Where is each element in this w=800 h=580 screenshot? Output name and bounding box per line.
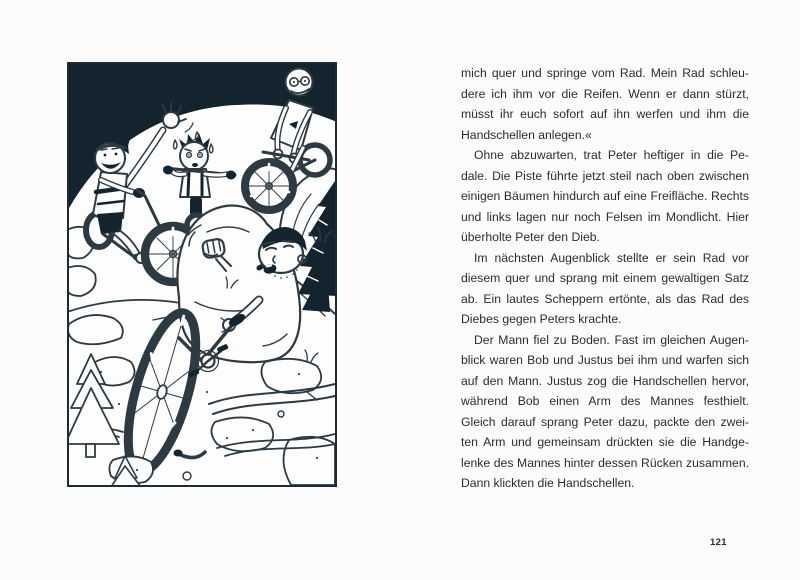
text-line: mich quer und springe vom Rad. Mein Rad schleu-	[461, 66, 749, 80]
text-line: Handschellen anlegen.«	[461, 127, 592, 142]
page-number: 121	[709, 537, 727, 548]
text-line: blick waren Bob und Justus bei ihm und warfen sich	[461, 353, 749, 367]
text-line: Diebes gegen Peters krachte.	[461, 312, 622, 326]
text-line: lenke des Mannes hinter dessen Rücken zusammen.	[461, 455, 749, 470]
text-line: Dann klickten die Handschellen.	[461, 476, 635, 490]
text-line: dale. Die Piste führte jetzt steil nach oben zwischen	[461, 168, 749, 183]
comic-illustration	[67, 62, 337, 487]
text-line: ab. Ein lautes Scheppern ertönte, als das Rad des	[461, 291, 749, 306]
text-line: und links lagen nur noch Felsen im Mondlicht. Hier	[461, 209, 749, 224]
story-text	[461, 63, 749, 494]
text-line: Ohne abzuwarten, trat Peter heftiger in die Pe-	[474, 148, 749, 162]
illustration-frame	[67, 62, 337, 487]
text-line: auf den Mann. Justus zog die Handschellen hervor,	[461, 373, 749, 388]
text-line: während Bob einen Arm des Mannes festhielt.	[461, 394, 749, 408]
text-line: Der Mann fiel zu Boden. Fast im gleichen Augen-	[474, 332, 749, 347]
text-line: diesem quer und sprang mit einem gewaltigen Satz	[461, 271, 749, 285]
text-line: dere ich ihm vor die Reifen. Wenn er dann stürzt,	[461, 86, 749, 101]
text-line: Gleich darauf sprang Peter dazu, packte den zwei-	[461, 414, 749, 429]
text-line: ten Arm und gemeinsam drückten sie die Handge-	[461, 435, 749, 449]
text-line: Im nächsten Augenblick stellte er sein Rad vor	[474, 250, 749, 265]
text-line: müsst ihr euch sofort auf ihn werfen und ihm die	[461, 107, 749, 121]
text-line: einigen Bäumen hindurch auf eine Freifläche. Rechts	[461, 189, 749, 203]
text-line: überholte Peter den Dieb.	[461, 230, 600, 244]
